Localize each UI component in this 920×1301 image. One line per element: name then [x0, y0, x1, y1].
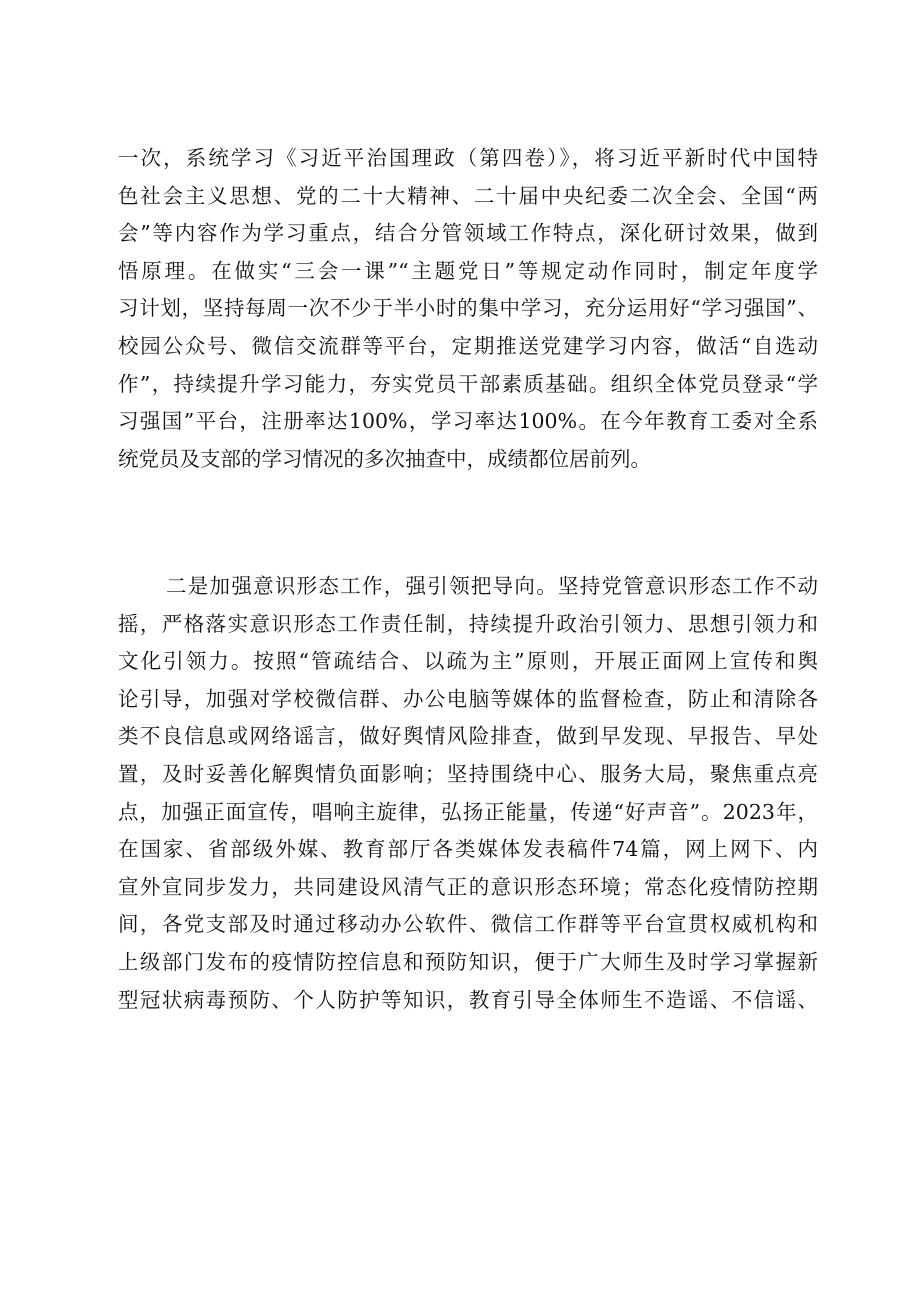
- text-line: 上级部门发布的疫情防控信息和预防知识，便于广大师生及时学习掌握新: [118, 949, 818, 974]
- text-line: 宣外宣同步发力，共同建设风清气正的意识形态环境；常态化疫情防控期: [118, 874, 818, 899]
- text-line: 一次，系统学习《习近平治国理政（第四卷）》，将习近平新时代中国特: [118, 146, 818, 170]
- text-line: 习计划，坚持每周一次不少于半小时的集中学习，充分运用好“学习强国”、: [118, 296, 818, 321]
- paragraph-continuation: [118, 140, 818, 478]
- text-line: 型冠状病毒预防、个人防护等知识，教育引导全体师生不造谣、不信谣、: [118, 987, 818, 1012]
- text-line: 作”，持续提升学习能力，夯实党员干部素质基础。组织全体党员登录“学: [118, 371, 818, 396]
- text-line: 点，加强正面宣传，唱响主旋律，弘扬正能量，传递“好声音”。2023年，: [118, 799, 818, 824]
- text-line: 二是加强意识形态工作，强引领把导向。坚持党管意识形态工作不动: [166, 574, 818, 598]
- text-line: 在国家、省部级外媒、教育部厅各类媒体发表稿件74篇，网上网下、内: [118, 837, 818, 862]
- text-line: 置，及时妥善化解舆情负面影响；坚持围绕中心、服务大局，聚焦重点亮: [118, 761, 818, 786]
- text-line: 色社会主义思想、党的二十大精神、二十届中央纪委二次全会、全国“两: [118, 183, 818, 208]
- text-line: 类不良信息或网络谣言，做好舆情风险排查，做到早发现、早报告、早处: [118, 724, 818, 749]
- text-line: 习强国”平台，注册率达100%，学习率达100%。在今年教育工委对全系: [118, 409, 818, 434]
- text-line: 悟原理。在做实“三会一课”“主题党日”等规定动作同时，制定年度学: [118, 258, 818, 283]
- text-line: 间，各党支部及时通过移动办公软件、微信工作群等平台宣贯权威机构和: [118, 912, 818, 937]
- text-line: 摇，严格落实意识形态工作责任制，持续提升政治引领力、思想引领力和: [118, 611, 818, 636]
- text-line: 统党员及支部的学习情况的多次抽查中，成绩都位居前列。: [118, 446, 651, 471]
- paragraph-ideology-work: [118, 568, 818, 1019]
- text-line: 校园公众号、微信交流群等平台，定期推送党建学习内容，做活“自选动: [118, 333, 818, 358]
- text-line: 文化引领力。按照“管疏结合、以疏为主”原则，开展正面网上宣传和舆: [118, 649, 818, 674]
- text-line: 论引导，加强对学校微信群、办公电脑等媒体的监督检查，防止和清除各: [118, 686, 818, 711]
- text-line: 会”等内容作为学习重点，结合分管领域工作特点，深化研讨效果，做到: [118, 221, 818, 246]
